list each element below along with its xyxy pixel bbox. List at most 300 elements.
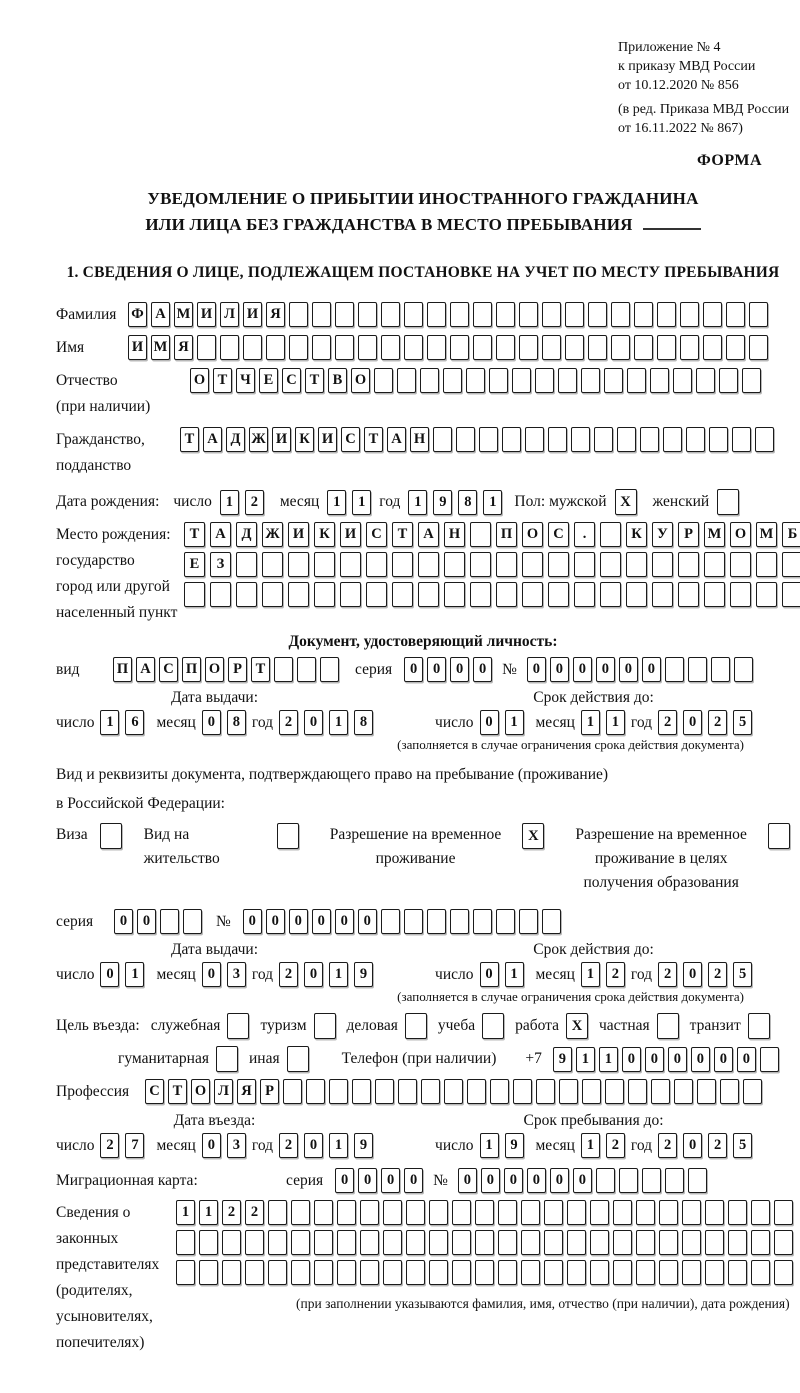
char-cell[interactable] [450, 909, 469, 934]
char-cell[interactable]: 2 [279, 710, 298, 735]
char-cell[interactable] [682, 1260, 701, 1285]
char-cell[interactable] [567, 1200, 586, 1225]
char-cell[interactable]: 1 [199, 1200, 218, 1225]
char-cell[interactable]: К [295, 427, 314, 452]
representatives-line2[interactable] [176, 1230, 793, 1255]
char-cell[interactable] [184, 582, 205, 607]
checkbox-temp-residence-education[interactable] [768, 823, 790, 849]
char-cell[interactable] [581, 368, 600, 393]
checkbox-commercial[interactable] [405, 1013, 427, 1039]
char-cell[interactable]: Р [228, 657, 247, 682]
char-cell[interactable]: А [136, 657, 155, 682]
char-cell[interactable] [337, 1260, 356, 1285]
char-cell[interactable]: П [113, 657, 132, 682]
char-cell[interactable]: 0 [404, 657, 423, 682]
char-cell[interactable] [340, 582, 361, 607]
char-cell[interactable]: 1 [480, 1133, 499, 1158]
char-cell[interactable] [756, 552, 777, 577]
char-cell[interactable]: 8 [458, 490, 477, 515]
char-cell[interactable] [774, 1230, 793, 1255]
char-cell[interactable] [604, 368, 623, 393]
char-cell[interactable]: 0 [202, 1133, 221, 1158]
char-cell[interactable]: И [288, 522, 309, 547]
char-cell[interactable] [571, 427, 590, 452]
issue-year-cells[interactable] [279, 710, 373, 735]
char-cell[interactable]: 2 [658, 1133, 677, 1158]
char-cell[interactable] [360, 1230, 379, 1255]
char-cell[interactable] [287, 1046, 309, 1072]
char-cell[interactable] [588, 335, 607, 360]
birth-place-line1[interactable] [184, 522, 800, 547]
char-cell[interactable] [728, 1200, 747, 1225]
char-cell[interactable]: Ж [249, 427, 268, 452]
char-cell[interactable] [726, 335, 745, 360]
char-cell[interactable] [452, 1260, 471, 1285]
char-cell[interactable] [636, 1200, 655, 1225]
char-cell[interactable]: С [548, 522, 569, 547]
char-cell[interactable]: Р [678, 522, 699, 547]
char-cell[interactable] [268, 1260, 287, 1285]
char-cell[interactable] [717, 489, 739, 515]
char-cell[interactable]: Т [168, 1079, 187, 1104]
char-cell[interactable]: Б [782, 522, 800, 547]
char-cell[interactable]: 1 [352, 490, 371, 515]
char-cell[interactable]: 5 [733, 962, 752, 987]
char-cell[interactable] [340, 552, 361, 577]
char-cell[interactable]: 0 [573, 657, 592, 682]
char-cell[interactable]: 1 [581, 710, 600, 735]
char-cell[interactable] [663, 427, 682, 452]
char-cell[interactable] [444, 1079, 463, 1104]
char-cell[interactable] [100, 823, 122, 849]
char-cell[interactable] [197, 335, 216, 360]
char-cell[interactable] [605, 1079, 624, 1104]
char-cell[interactable] [590, 1260, 609, 1285]
char-cell[interactable]: 2 [245, 1200, 264, 1225]
char-cell[interactable]: И [318, 427, 337, 452]
char-cell[interactable] [627, 368, 646, 393]
char-cell[interactable] [521, 1200, 540, 1225]
char-cell[interactable]: 0 [527, 1168, 546, 1193]
char-cell[interactable] [352, 1079, 371, 1104]
char-cell[interactable] [398, 1079, 417, 1104]
char-cell[interactable]: 1 [408, 490, 427, 515]
char-cell[interactable] [291, 1200, 310, 1225]
char-cell[interactable] [199, 1230, 218, 1255]
char-cell[interactable] [320, 657, 339, 682]
patronymic-cells[interactable] [190, 368, 761, 393]
char-cell[interactable] [674, 1079, 693, 1104]
char-cell[interactable] [574, 552, 595, 577]
char-cell[interactable] [749, 302, 768, 327]
char-cell[interactable]: 0 [427, 657, 446, 682]
char-cell[interactable] [760, 1047, 779, 1072]
char-cell[interactable] [420, 368, 439, 393]
char-cell[interactable] [617, 427, 636, 452]
residence-valid-year-cells[interactable] [658, 962, 752, 987]
char-cell[interactable]: 2 [245, 490, 264, 515]
checkbox-humanitarian[interactable] [216, 1046, 238, 1072]
char-cell[interactable] [536, 1079, 555, 1104]
char-cell[interactable] [696, 368, 715, 393]
char-cell[interactable] [732, 427, 751, 452]
char-cell[interactable] [496, 909, 515, 934]
char-cell[interactable] [657, 302, 676, 327]
char-cell[interactable] [220, 335, 239, 360]
char-cell[interactable] [703, 302, 722, 327]
char-cell[interactable] [519, 909, 538, 934]
valid-month-cells[interactable] [581, 710, 625, 735]
checkbox-visa[interactable] [100, 823, 122, 849]
char-cell[interactable]: X [522, 823, 544, 849]
char-cell[interactable] [640, 427, 659, 452]
char-cell[interactable] [222, 1230, 241, 1255]
purpose-tourism[interactable]: туризм [260, 1013, 335, 1039]
char-cell[interactable] [659, 1200, 678, 1225]
char-cell[interactable]: 6 [125, 710, 144, 735]
char-cell[interactable] [588, 302, 607, 327]
doc-number-cells[interactable] [527, 657, 753, 682]
char-cell[interactable]: 1 [606, 710, 625, 735]
residence-series-cells[interactable] [114, 909, 202, 934]
char-cell[interactable]: 7 [125, 1133, 144, 1158]
char-cell[interactable] [456, 427, 475, 452]
char-cell[interactable]: Я [237, 1079, 256, 1104]
char-cell[interactable]: Р [260, 1079, 279, 1104]
char-cell[interactable]: М [174, 302, 193, 327]
char-cell[interactable]: 2 [279, 962, 298, 987]
char-cell[interactable]: О [205, 657, 224, 682]
char-cell[interactable] [427, 335, 446, 360]
char-cell[interactable]: 0 [619, 657, 638, 682]
char-cell[interactable] [306, 1079, 325, 1104]
char-cell[interactable]: С [366, 522, 387, 547]
char-cell[interactable] [381, 302, 400, 327]
char-cell[interactable] [314, 1260, 333, 1285]
char-cell[interactable] [433, 427, 452, 452]
char-cell[interactable]: А [210, 522, 231, 547]
char-cell[interactable] [626, 552, 647, 577]
char-cell[interactable]: . [574, 522, 595, 547]
char-cell[interactable] [751, 1200, 770, 1225]
char-cell[interactable]: 1 [581, 1133, 600, 1158]
char-cell[interactable]: С [145, 1079, 164, 1104]
purpose-work[interactable]: работа X [515, 1013, 588, 1039]
checkbox-residence-permit[interactable] [277, 823, 299, 849]
char-cell[interactable]: 0 [358, 909, 377, 934]
char-cell[interactable]: 0 [289, 909, 308, 934]
char-cell[interactable] [600, 522, 621, 547]
char-cell[interactable] [498, 1260, 517, 1285]
char-cell[interactable]: 0 [312, 909, 331, 934]
doc-type-cells[interactable] [113, 657, 339, 682]
char-cell[interactable] [522, 552, 543, 577]
char-cell[interactable] [728, 1230, 747, 1255]
char-cell[interactable]: 9 [354, 1133, 373, 1158]
char-cell[interactable] [682, 1230, 701, 1255]
char-cell[interactable]: С [341, 427, 360, 452]
residence-issue-month-cells[interactable] [202, 962, 246, 987]
char-cell[interactable]: А [203, 427, 222, 452]
char-cell[interactable] [548, 582, 569, 607]
char-cell[interactable] [312, 302, 331, 327]
char-cell[interactable]: Н [444, 522, 465, 547]
char-cell[interactable] [291, 1260, 310, 1285]
char-cell[interactable] [236, 582, 257, 607]
char-cell[interactable] [594, 427, 613, 452]
char-cell[interactable] [559, 1079, 578, 1104]
char-cell[interactable] [774, 1260, 793, 1285]
char-cell[interactable] [467, 1079, 486, 1104]
doc-series-cells[interactable] [404, 657, 492, 682]
char-cell[interactable] [312, 335, 331, 360]
char-cell[interactable] [619, 1168, 638, 1193]
char-cell[interactable] [522, 582, 543, 607]
char-cell[interactable] [176, 1230, 195, 1255]
char-cell[interactable] [686, 427, 705, 452]
char-cell[interactable]: 2 [708, 1133, 727, 1158]
char-cell[interactable]: Т [392, 522, 413, 547]
char-cell[interactable]: 0 [714, 1047, 733, 1072]
char-cell[interactable] [405, 1013, 427, 1039]
char-cell[interactable]: 0 [737, 1047, 756, 1072]
char-cell[interactable]: О [522, 522, 543, 547]
char-cell[interactable] [245, 1230, 264, 1255]
char-cell[interactable] [496, 335, 515, 360]
char-cell[interactable]: 1 [329, 710, 348, 735]
char-cell[interactable] [720, 1079, 739, 1104]
char-cell[interactable] [705, 1260, 724, 1285]
char-cell[interactable]: К [626, 522, 647, 547]
char-cell[interactable]: А [418, 522, 439, 547]
char-cell[interactable]: 8 [354, 710, 373, 735]
char-cell[interactable]: Т [305, 368, 324, 393]
char-cell[interactable]: 0 [137, 909, 156, 934]
char-cell[interactable] [383, 1230, 402, 1255]
char-cell[interactable] [542, 335, 561, 360]
char-cell[interactable] [243, 335, 262, 360]
char-cell[interactable]: 1 [581, 962, 600, 987]
char-cell[interactable] [289, 335, 308, 360]
char-cell[interactable] [703, 335, 722, 360]
char-cell[interactable] [337, 1200, 356, 1225]
char-cell[interactable]: X [566, 1013, 588, 1039]
char-cell[interactable]: 0 [480, 710, 499, 735]
char-cell[interactable]: 1 [576, 1047, 595, 1072]
char-cell[interactable]: 1 [483, 490, 502, 515]
checkbox-private[interactable] [657, 1013, 679, 1039]
char-cell[interactable] [337, 1230, 356, 1255]
char-cell[interactable]: 2 [606, 962, 625, 987]
char-cell[interactable]: М [151, 335, 170, 360]
char-cell[interactable] [266, 335, 285, 360]
char-cell[interactable]: 0 [691, 1047, 710, 1072]
char-cell[interactable] [482, 1013, 504, 1039]
char-cell[interactable]: В [328, 368, 347, 393]
char-cell[interactable] [782, 552, 800, 577]
char-cell[interactable] [542, 909, 561, 934]
char-cell[interactable] [642, 1168, 661, 1193]
char-cell[interactable]: П [496, 522, 517, 547]
char-cell[interactable] [335, 335, 354, 360]
char-cell[interactable] [274, 657, 293, 682]
char-cell[interactable] [383, 1200, 402, 1225]
char-cell[interactable]: 0 [381, 1168, 400, 1193]
char-cell[interactable] [360, 1260, 379, 1285]
char-cell[interactable] [634, 302, 653, 327]
char-cell[interactable] [521, 1260, 540, 1285]
valid-day-cells[interactable] [480, 710, 524, 735]
char-cell[interactable] [289, 302, 308, 327]
char-cell[interactable] [734, 657, 753, 682]
char-cell[interactable]: 0 [335, 1168, 354, 1193]
residence-issue-day-cells[interactable] [100, 962, 144, 987]
char-cell[interactable] [381, 335, 400, 360]
char-cell[interactable] [636, 1230, 655, 1255]
char-cell[interactable]: О [730, 522, 751, 547]
char-cell[interactable] [329, 1079, 348, 1104]
char-cell[interactable]: 1 [125, 962, 144, 987]
char-cell[interactable] [288, 552, 309, 577]
checkbox-study[interactable] [482, 1013, 504, 1039]
char-cell[interactable] [755, 427, 774, 452]
char-cell[interactable] [688, 1168, 707, 1193]
issue-month-cells[interactable] [202, 710, 246, 735]
char-cell[interactable]: 2 [708, 962, 727, 987]
char-cell[interactable]: Т [184, 522, 205, 547]
residence-issue-year-cells[interactable] [279, 962, 373, 987]
char-cell[interactable]: М [756, 522, 777, 547]
char-cell[interactable] [728, 1260, 747, 1285]
char-cell[interactable]: 0 [550, 1168, 569, 1193]
char-cell[interactable] [490, 1079, 509, 1104]
char-cell[interactable] [548, 427, 567, 452]
char-cell[interactable]: М [704, 522, 725, 547]
char-cell[interactable] [314, 1013, 336, 1039]
char-cell[interactable] [397, 368, 416, 393]
char-cell[interactable]: 2 [708, 710, 727, 735]
char-cell[interactable] [199, 1260, 218, 1285]
char-cell[interactable] [590, 1200, 609, 1225]
char-cell[interactable]: 0 [114, 909, 133, 934]
option-temp-residence[interactable]: Разрешение на временное проживание X [321, 823, 545, 871]
char-cell[interactable]: 0 [473, 657, 492, 682]
char-cell[interactable]: О [191, 1079, 210, 1104]
char-cell[interactable] [283, 1079, 302, 1104]
purpose-commercial[interactable]: деловая [347, 1013, 427, 1039]
char-cell[interactable] [613, 1260, 632, 1285]
char-cell[interactable] [730, 552, 751, 577]
char-cell[interactable]: 0 [358, 1168, 377, 1193]
char-cell[interactable] [743, 1079, 762, 1104]
char-cell[interactable] [443, 368, 462, 393]
char-cell[interactable] [429, 1260, 448, 1285]
char-cell[interactable] [525, 427, 544, 452]
char-cell[interactable]: О [351, 368, 370, 393]
char-cell[interactable]: Т [364, 427, 383, 452]
char-cell[interactable] [544, 1230, 563, 1255]
char-cell[interactable]: У [652, 522, 673, 547]
char-cell[interactable] [406, 1260, 425, 1285]
char-cell[interactable]: 0 [202, 962, 221, 987]
char-cell[interactable] [596, 1168, 615, 1193]
char-cell[interactable]: 1 [327, 490, 346, 515]
char-cell[interactable] [567, 1260, 586, 1285]
char-cell[interactable] [268, 1200, 287, 1225]
char-cell[interactable]: 9 [433, 490, 452, 515]
char-cell[interactable] [418, 552, 439, 577]
char-cell[interactable] [160, 909, 179, 934]
purpose-study[interactable]: учеба [438, 1013, 504, 1039]
char-cell[interactable] [636, 1260, 655, 1285]
char-cell[interactable] [705, 1230, 724, 1255]
char-cell[interactable] [659, 1260, 678, 1285]
char-cell[interactable]: А [151, 302, 170, 327]
char-cell[interactable] [475, 1200, 494, 1225]
char-cell[interactable] [470, 522, 491, 547]
char-cell[interactable] [678, 582, 699, 607]
char-cell[interactable]: 0 [527, 657, 546, 682]
char-cell[interactable] [366, 582, 387, 607]
char-cell[interactable] [268, 1230, 287, 1255]
char-cell[interactable] [613, 1200, 632, 1225]
char-cell[interactable] [544, 1200, 563, 1225]
char-cell[interactable]: Л [214, 1079, 233, 1104]
char-cell[interactable] [498, 1230, 517, 1255]
char-cell[interactable] [542, 302, 561, 327]
checkbox-other[interactable] [287, 1046, 309, 1072]
char-cell[interactable]: С [159, 657, 178, 682]
char-cell[interactable]: Е [184, 552, 205, 577]
char-cell[interactable] [489, 368, 508, 393]
char-cell[interactable] [498, 1200, 517, 1225]
migration-series-cells[interactable] [335, 1168, 423, 1193]
char-cell[interactable] [421, 1079, 440, 1104]
char-cell[interactable]: З [210, 552, 231, 577]
char-cell[interactable] [565, 335, 584, 360]
char-cell[interactable] [314, 582, 335, 607]
char-cell[interactable] [429, 1200, 448, 1225]
char-cell[interactable] [277, 823, 299, 849]
char-cell[interactable] [404, 335, 423, 360]
char-cell[interactable] [427, 302, 446, 327]
char-cell[interactable]: 9 [505, 1133, 524, 1158]
char-cell[interactable] [756, 582, 777, 607]
char-cell[interactable]: 3 [227, 1133, 246, 1158]
checkbox-female[interactable] [717, 489, 739, 515]
char-cell[interactable] [470, 582, 491, 607]
char-cell[interactable] [475, 1260, 494, 1285]
char-cell[interactable] [444, 582, 465, 607]
char-cell[interactable] [210, 582, 231, 607]
char-cell[interactable]: 0 [683, 710, 702, 735]
char-cell[interactable] [748, 1013, 770, 1039]
valid-year-cells[interactable] [658, 710, 752, 735]
char-cell[interactable]: О [190, 368, 209, 393]
birth-place-line3[interactable] [184, 582, 800, 607]
char-cell[interactable] [183, 909, 202, 934]
char-cell[interactable] [314, 552, 335, 577]
char-cell[interactable]: Т [213, 368, 232, 393]
char-cell[interactable] [496, 582, 517, 607]
char-cell[interactable] [590, 1230, 609, 1255]
char-cell[interactable] [466, 368, 485, 393]
entry-year-cells[interactable] [279, 1133, 373, 1158]
issue-day-cells[interactable] [100, 710, 144, 735]
char-cell[interactable]: 0 [458, 1168, 477, 1193]
char-cell[interactable] [611, 302, 630, 327]
char-cell[interactable] [404, 302, 423, 327]
